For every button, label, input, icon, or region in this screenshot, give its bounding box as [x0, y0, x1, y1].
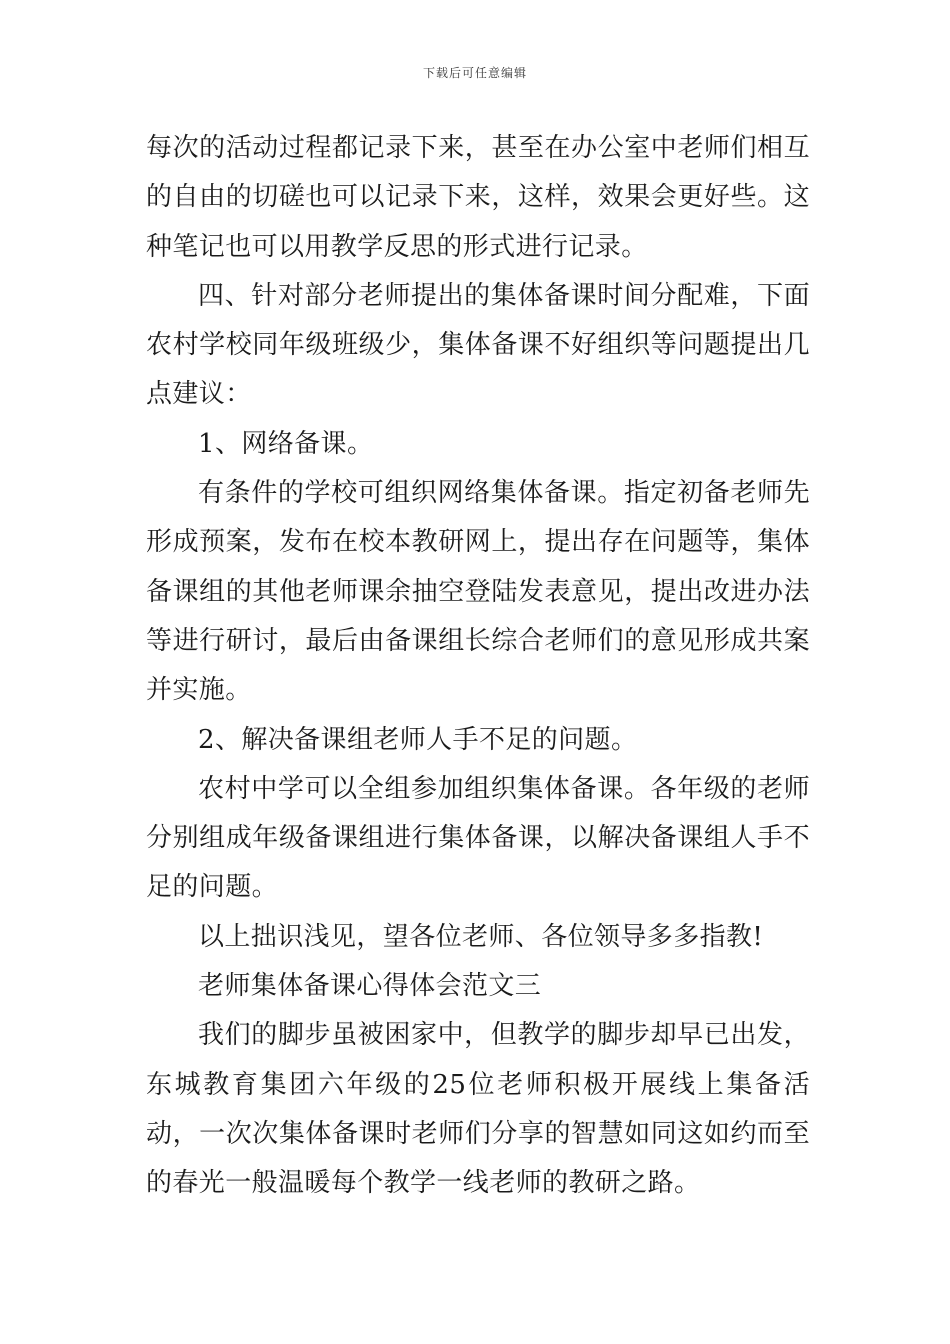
paragraph-2: 四、针对部分老师提出的集体备课时间分配难，下面农村学校同年级班级少，集体备课不好组织等问题提出几点建议：	[146, 280, 810, 410]
paragraph-9: 我们的脚步虽被困家中，但教学的脚步却早已出发，东城教育集团六年级的25位老师积极开展线上集备活动，一次次集体备课时老师们分享的智慧如同这如约而至的春光一般温暖每个教学一线老师的教研之路。	[146, 1020, 810, 1199]
paragraph-6: 农村中学可以全组参加组织集体备课。各年级的老师分别组成年级备课组进行集体备课，以解决备课组人手不足的问题。	[146, 773, 810, 903]
paragraph-7: 以上拙识浅见，望各位老师、各位领导多多指教!	[198, 921, 764, 952]
paragraph-5: 2、解决备课组老师人手不足的问题。	[198, 724, 638, 755]
document-body	[146, 124, 810, 1209]
paragraph-3: 1、网络备课。	[198, 428, 374, 459]
paragraph-4: 有条件的学校可组织网络集体备课。指定初备老师先形成预案，发布在校本教研网上，提出存在问题等，集体备课组的其他老师课余抽空登陆发表意见，提出改进办法等进行研讨，最后由备课组长综合老师们的意见形成共案并实施。	[146, 478, 810, 706]
page-header-note: 下载后可任意编辑	[422, 66, 527, 80]
section-heading: 老师集体备课心得体会范文三	[198, 971, 542, 1002]
paragraph-1: 每次的活动过程都记录下来，甚至在办公室中老师们相互的自由的切磋也可以记录下来，这样，效果会更好些。这种笔记也可以用教学反思的形式进行记录。	[146, 133, 810, 262]
